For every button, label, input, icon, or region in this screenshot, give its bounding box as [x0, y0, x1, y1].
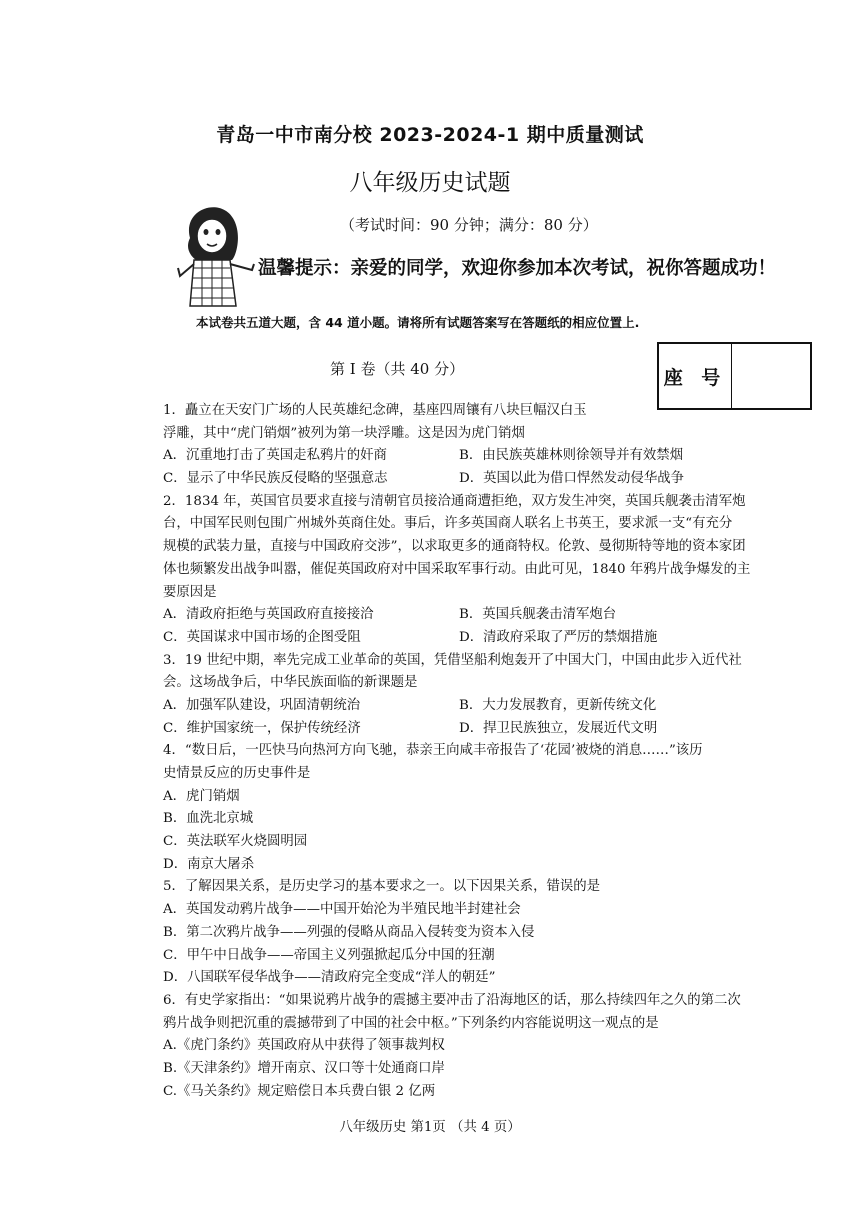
option-d: D．八国联军侵华战争——清政府完全变成“洋人的朝廷”	[163, 970, 496, 986]
greeting-tip: 温馨提示：亲爱的同学，欢迎你参加本次考试，祝你答题成功！	[258, 258, 777, 279]
option-d: D．南京大屠杀	[163, 856, 255, 872]
page-footer: 八年级历史 第1页 （共 4 页）	[339, 1120, 521, 1135]
option-a: A.《虎门条约》英国政府从中获得了领事裁判权	[163, 1038, 445, 1054]
question-stem: 2．1834 年，英国官员要求直接与清朝官员接洽通商遭拒绝，双方发生冲突，英国兵舰袭击清军炮	[163, 493, 746, 509]
question-stem: 6．有史学家指出：“如果说鸦片战争的震撼主要冲击了沿海地区的话，那么持续四年之久的第二次	[163, 992, 741, 1008]
section-heading: 第 I 卷（共 40 分）	[330, 360, 465, 378]
question-stem: 要原因是	[163, 584, 217, 600]
question-stem: 4．“数日后，一匹快马向热河方向飞驰，恭亲王向咸丰帝报告了‘花园’被烧的消息……”该历	[163, 743, 703, 759]
question-stem: 规模的武装力量，直接与中国政府交涉”，以求取更多的通商特权。伦敦、曼彻斯特等地的资本家团	[163, 539, 746, 555]
exam-notice: 本试卷共五道大题，含 44 道小题。请将所有试题答案写在答题纸的相应位置上.	[196, 315, 640, 330]
question-stem: 体也频繁发出战争叫嚣，催促英国政府对中国采取军事行动。由此可见，1840 年鸦片战争爆发的主	[163, 561, 751, 577]
option-a: A．沉重地打击了英国走私鸦片的奸商	[163, 448, 387, 464]
option-a: A．加强军队建设，巩固清朝统治	[163, 697, 361, 713]
question-stem: 会。这场战争后，中华民族面临的新课题是	[163, 675, 418, 691]
option-b: B.《天津条约》增开南京、汉口等十处通商口岸	[163, 1060, 445, 1076]
option-c: C．显示了中华民族反侵略的坚强意志	[163, 471, 388, 487]
seat-number-label: 座 号	[659, 344, 732, 408]
question-stem: 鸦片战争则把沉重的震撼带到了中国的社会中枢。”下列条约内容能说明这一观点的是	[163, 1015, 659, 1031]
question-stem: 3．19 世纪中期，率先完成工业革命的英国，凭借坚船利炮轰开了中国大门，中国由此步入近代社	[163, 652, 742, 668]
option-a: A．清政府拒绝与英国政府直接接洽	[163, 607, 374, 623]
question-stem: 5．了解因果关系，是历史学习的基本要求之一。以下因果关系，错误的是	[163, 879, 601, 895]
seat-number-field[interactable]	[732, 344, 810, 408]
option-d: D．清政府采取了严厉的禁烟措施	[459, 629, 658, 645]
exam-info: （考试时间：90 分钟；满分：80 分）	[340, 216, 598, 234]
option-b: B．第二次鸦片战争——列强的侵略从商品入侵转变为资本入侵	[163, 924, 535, 940]
option-b: B．英国兵舰袭击清军炮台	[459, 607, 617, 623]
option-d: D．捍卫民族独立，发展近代文明	[459, 720, 658, 736]
option-c: C．英法联军火烧圆明园	[163, 834, 308, 850]
option-c: C．甲午中日战争——帝国主义列强掀起瓜分中国的狂潮	[163, 947, 495, 963]
question-stem: 史情景反应的历史事件是	[163, 766, 311, 781]
exam-title: 青岛一中市南分校 2023-2024-1 期中质量测试	[216, 124, 644, 146]
question-list	[163, 400, 823, 1103]
question-stem: 浮雕，其中“虎门销烟”被列为第一块浮雕。这是因为虎门销烟	[163, 425, 525, 441]
question-stem: 台，中国军民则包围广州城外英商住处。事后，许多英国商人联名上书英王，要求派一支“有充分	[163, 516, 733, 532]
girl-illustration	[172, 198, 256, 308]
option-d: D．英国以此为借口悍然发动侵华战争	[459, 471, 684, 487]
option-b: B．大力发展教育，更新传统文化	[459, 697, 657, 713]
option-a: A．虎门销烟	[163, 788, 240, 804]
option-b: B．由民族英雄林则徐领导并有效禁烟	[459, 448, 684, 464]
option-b: B．血洗北京城	[163, 811, 254, 827]
option-c: C.《马关条约》规定赔偿日本兵费白银 2 亿两	[163, 1083, 436, 1099]
option-c: C．维护国家统一，保护传统经济	[163, 720, 361, 736]
exam-subtitle: 八年级历史试题	[349, 170, 511, 196]
option-a: A．英国发动鸦片战争——中国开始沦为半殖民地半封建社会	[163, 902, 521, 918]
question-stem: 1．矗立在天安门广场的人民英雄纪念碑，基座四周镶有八块巨幅汉白玉	[163, 403, 587, 418]
option-c: C．英国谋求中国市场的企图受阻	[163, 629, 361, 645]
